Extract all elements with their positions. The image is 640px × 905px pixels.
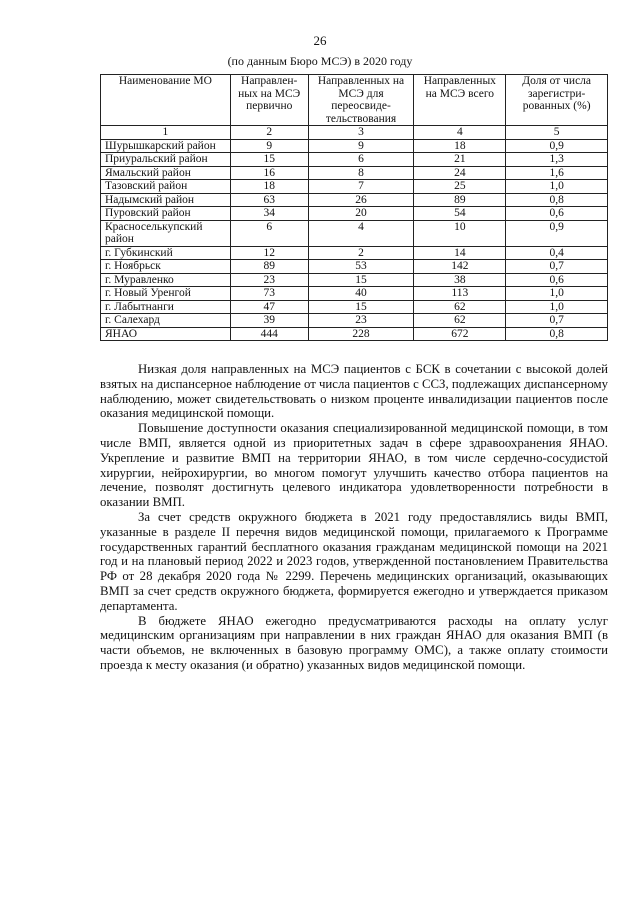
table-row bbox=[101, 153, 608, 167]
mse-referral-table bbox=[100, 74, 608, 341]
value-cell: 0,6 bbox=[506, 207, 608, 221]
value-cell: 15 bbox=[230, 153, 308, 167]
value-cell: 16 bbox=[230, 166, 308, 180]
value-cell: 8 bbox=[308, 166, 414, 180]
body-text bbox=[100, 362, 608, 673]
value-cell: 73 bbox=[230, 287, 308, 301]
value-cell: 34 bbox=[230, 207, 308, 221]
value-cell: 89 bbox=[230, 260, 308, 274]
value-cell: 9 bbox=[230, 139, 308, 153]
value-cell: 63 bbox=[230, 193, 308, 207]
mo-name-cell: Тазовский район bbox=[101, 180, 231, 194]
mo-name-cell: Приуральский район bbox=[101, 153, 231, 167]
table-caption: (по данным Бюро МСЭ) в 2020 году bbox=[227, 54, 413, 68]
table-row bbox=[101, 180, 608, 194]
value-cell: 26 bbox=[308, 193, 414, 207]
value-cell: 0,8 bbox=[506, 193, 608, 207]
mo-name-cell: Красноселькупский район bbox=[101, 220, 231, 246]
value-cell: 0,9 bbox=[506, 220, 608, 246]
table-row bbox=[101, 260, 608, 274]
value-cell: 18 bbox=[230, 180, 308, 194]
value-cell: 62 bbox=[414, 300, 506, 314]
value-cell: 2 bbox=[308, 246, 414, 260]
value-cell: 9 bbox=[308, 139, 414, 153]
paragraph: В бюджете ЯНАО ежегодно предусматриваются расходы на оплату услуг медицинским организациям при направлении в них граждан ЯНАО для оказания ВМП (в части объемов, не включенных в базовую программу ОМС), а также оплату стоимости проезда к месту оказания (и обратно) указанных видов медицинской помощи. bbox=[100, 613, 608, 672]
value-cell: 1,0 bbox=[506, 287, 608, 301]
table-row bbox=[101, 166, 608, 180]
mo-name-cell: г. Муравленко bbox=[101, 273, 231, 287]
value-cell: 18 bbox=[414, 139, 506, 153]
column-number: 2 bbox=[230, 126, 308, 140]
mo-name-cell: Шурышкарский район bbox=[101, 139, 231, 153]
value-cell: 0,6 bbox=[506, 273, 608, 287]
table-row bbox=[101, 287, 608, 301]
value-cell: 54 bbox=[414, 207, 506, 221]
value-cell: 38 bbox=[414, 273, 506, 287]
value-cell: 21 bbox=[414, 153, 506, 167]
value-cell: 1,0 bbox=[506, 300, 608, 314]
value-cell: 40 bbox=[308, 287, 414, 301]
mo-name-cell: г. Салехард bbox=[101, 314, 231, 328]
column-number-row bbox=[101, 126, 608, 140]
value-cell: 0,9 bbox=[506, 139, 608, 153]
value-cell: 6 bbox=[230, 220, 308, 246]
value-cell: 228 bbox=[308, 327, 414, 341]
table-row bbox=[101, 314, 608, 328]
value-cell: 7 bbox=[308, 180, 414, 194]
value-cell: 89 bbox=[414, 193, 506, 207]
value-cell: 0,7 bbox=[506, 314, 608, 328]
mo-name-cell: Надымский район bbox=[101, 193, 231, 207]
table-body bbox=[101, 126, 608, 341]
value-cell: 62 bbox=[414, 314, 506, 328]
page-number: 26 bbox=[313, 33, 327, 48]
header-total: Направленных на МСЭ всего bbox=[414, 75, 506, 126]
paragraph: За счет средств окружного бюджета в 2021 году предоставлялись виды ВМП, указанные в разделе II перечня видов медицинской помощи, прилагаемого к Программе государственных гарантий бесплатного оказания гражданам медицинской помощи на 2021 год и на плановый период 2022 и 2023 годов, утвержденной постановлением Правительства РФ от 28 декабря 2020 года № 2299. Перечень медицинских организаций, оказывающих ВМП за счет средств окружного бюджета, формируется ежегодно и утверждается приказом департамента. bbox=[100, 509, 608, 613]
table-row bbox=[101, 220, 608, 246]
value-cell: 4 bbox=[308, 220, 414, 246]
mo-name-cell: Ямальский район bbox=[101, 166, 231, 180]
value-cell: 444 bbox=[230, 327, 308, 341]
mo-name-cell: г. Новый Уренгой bbox=[101, 287, 231, 301]
value-cell: 25 bbox=[414, 180, 506, 194]
value-cell: 1,3 bbox=[506, 153, 608, 167]
value-cell: 142 bbox=[414, 260, 506, 274]
value-cell: 39 bbox=[230, 314, 308, 328]
value-cell: 15 bbox=[308, 300, 414, 314]
table-row bbox=[101, 246, 608, 260]
value-cell: 14 bbox=[414, 246, 506, 260]
value-cell: 0,7 bbox=[506, 260, 608, 274]
table-row bbox=[101, 300, 608, 314]
paragraph: Низкая доля направленных на МСЭ пациентов с БСК в сочетании с высокой долей взятых на диспансерное наблюдение от числа пациентов с ССЗ, подлежащих диспансерному наблюдению, может свидетельствовать о низком проценте инвалидизации пациентов после оказания медицинской помощи. bbox=[100, 362, 608, 421]
value-cell: 1,6 bbox=[506, 166, 608, 180]
column-number: 5 bbox=[506, 126, 608, 140]
mo-name-cell: г. Губкинский bbox=[101, 246, 231, 260]
value-cell: 12 bbox=[230, 246, 308, 260]
value-cell: 15 bbox=[308, 273, 414, 287]
table-row bbox=[101, 139, 608, 153]
table-row bbox=[101, 207, 608, 221]
value-cell: 23 bbox=[230, 273, 308, 287]
table-row bbox=[101, 327, 608, 341]
value-cell: 24 bbox=[414, 166, 506, 180]
value-cell: 0,8 bbox=[506, 327, 608, 341]
column-number: 3 bbox=[308, 126, 414, 140]
value-cell: 53 bbox=[308, 260, 414, 274]
value-cell: 10 bbox=[414, 220, 506, 246]
value-cell: 1,0 bbox=[506, 180, 608, 194]
table-header-row bbox=[101, 75, 608, 126]
value-cell: 23 bbox=[308, 314, 414, 328]
mo-name-cell: г. Ноябрьск bbox=[101, 260, 231, 274]
value-cell: 672 bbox=[414, 327, 506, 341]
value-cell: 113 bbox=[414, 287, 506, 301]
value-cell: 47 bbox=[230, 300, 308, 314]
value-cell: 0,4 bbox=[506, 246, 608, 260]
header-primary: Направлен-ных на МСЭ первично bbox=[230, 75, 308, 126]
table-row bbox=[101, 193, 608, 207]
column-number: 4 bbox=[414, 126, 506, 140]
value-cell: 20 bbox=[308, 207, 414, 221]
mo-name-cell: г. Лабытнанги bbox=[101, 300, 231, 314]
header-reexam: Направленных на МСЭ для переосвиде-тельствования bbox=[308, 75, 414, 126]
value-cell: 6 bbox=[308, 153, 414, 167]
mo-name-cell: ЯНАО bbox=[101, 327, 231, 341]
header-mo-name: Наименование МО bbox=[101, 75, 231, 126]
column-number: 1 bbox=[101, 126, 231, 140]
header-share: Доля от числа зарегистри-рованных (%) bbox=[506, 75, 608, 126]
table-row bbox=[101, 273, 608, 287]
paragraph: Повышение доступности оказания специализированной медицинской помощи, в том числе ВМП, является одной из приоритетных задач в сфере здравоохранения ЯНАО. Укрепление и развитие ВМП на территории ЯНАО, в том числе сердечно-сосудистой хирургии, нейрохирургии, во многом помогут улучшить качество отбора пациентов на лечение, позволят достигнуть целевого индикатора удовлетворенности потребности в оказании ВМП. bbox=[100, 421, 608, 510]
mo-name-cell: Пуровский район bbox=[101, 207, 231, 221]
